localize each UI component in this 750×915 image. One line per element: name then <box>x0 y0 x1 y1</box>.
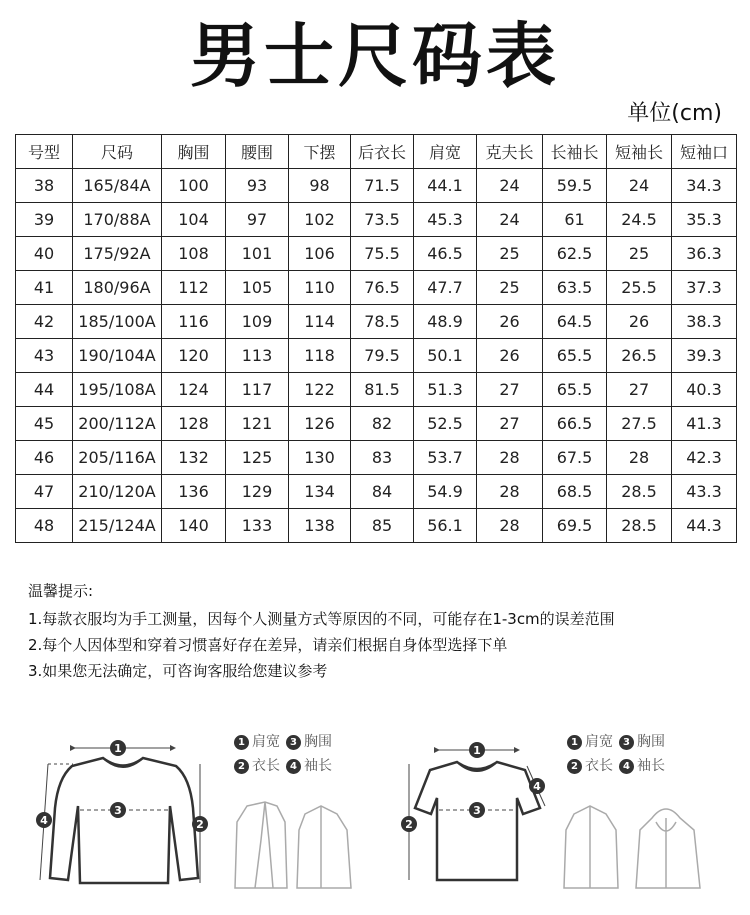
table-cell: 117 <box>226 373 289 407</box>
table-cell: 25 <box>477 271 543 305</box>
column-header: 尺码 <box>73 135 162 169</box>
table-cell: 45 <box>16 407 73 441</box>
table-cell: 118 <box>289 339 351 373</box>
table-cell: 44.3 <box>672 509 737 543</box>
table-cell: 110 <box>289 271 351 305</box>
table-row <box>16 305 737 339</box>
table-cell: 93 <box>226 169 289 203</box>
legend-right <box>567 730 665 778</box>
legend-left <box>234 730 332 778</box>
legend-label: 肩宽 <box>252 734 280 750</box>
table-row <box>16 271 737 305</box>
table-row <box>16 339 737 373</box>
table-cell: 24 <box>607 169 672 203</box>
column-header: 长袖长 <box>543 135 607 169</box>
table-cell: 78.5 <box>351 305 414 339</box>
table-cell: 101 <box>226 237 289 271</box>
legend-num-icon: 1 <box>234 735 249 750</box>
table-cell: 45.3 <box>414 203 477 237</box>
table-row <box>16 373 737 407</box>
table-cell: 64.5 <box>543 305 607 339</box>
table-cell: 54.9 <box>414 475 477 509</box>
table-cell: 170/88A <box>73 203 162 237</box>
table-cell: 63.5 <box>543 271 607 305</box>
column-header: 肩宽 <box>414 135 477 169</box>
table-cell: 134 <box>289 475 351 509</box>
legend-label: 衣长 <box>252 758 280 774</box>
table-cell: 104 <box>162 203 226 237</box>
t-shirt-icon <box>415 762 540 880</box>
table-cell: 81.5 <box>351 373 414 407</box>
table-cell: 34.3 <box>672 169 737 203</box>
table-cell: 39 <box>16 203 73 237</box>
table-cell: 25.5 <box>607 271 672 305</box>
table-cell: 52.5 <box>414 407 477 441</box>
marker-2: 2 <box>196 818 204 831</box>
table-cell: 130 <box>289 441 351 475</box>
legend-label: 衣长 <box>585 758 613 774</box>
table-cell: 128 <box>162 407 226 441</box>
table-cell: 42 <box>16 305 73 339</box>
tip-line: 1.每款衣服均为手工测量，因每个人测量方式等原因的不同，可能存在1-3cm的误差范围 <box>28 610 615 628</box>
size-table <box>15 134 737 543</box>
table-cell: 24 <box>477 203 543 237</box>
table-row <box>16 407 737 441</box>
table-header-row <box>16 135 737 169</box>
column-header: 后衣长 <box>351 135 414 169</box>
legend-label: 袖长 <box>637 758 665 774</box>
table-cell: 61 <box>543 203 607 237</box>
tips-section <box>28 578 615 684</box>
marker-1: 1 <box>114 742 122 755</box>
table-cell: 73.5 <box>351 203 414 237</box>
table-cell: 83 <box>351 441 414 475</box>
legend-label: 胸围 <box>304 734 332 750</box>
table-cell: 25 <box>607 237 672 271</box>
column-header: 短袖口 <box>672 135 737 169</box>
table-cell: 53.7 <box>414 441 477 475</box>
table-cell: 56.1 <box>414 509 477 543</box>
marker-4: 4 <box>40 814 48 827</box>
table-cell: 39.3 <box>672 339 737 373</box>
table-cell: 41.3 <box>672 407 737 441</box>
legend-num-icon: 3 <box>286 735 301 750</box>
table-cell: 67.5 <box>543 441 607 475</box>
table-cell: 44.1 <box>414 169 477 203</box>
table-cell: 47.7 <box>414 271 477 305</box>
table-cell: 120 <box>162 339 226 373</box>
table-cell: 43 <box>16 339 73 373</box>
table-cell: 47 <box>16 475 73 509</box>
shirt-hoodie-sketches-right <box>560 800 710 892</box>
legend-num-icon: 4 <box>286 759 301 774</box>
tip-line: 2.每个人因体型和穿着习惯喜好存在差异，请亲们根据自身体型选择下单 <box>28 636 508 654</box>
legend-label: 肩宽 <box>585 734 613 750</box>
table-cell: 38 <box>16 169 73 203</box>
marker-2: 2 <box>405 818 413 831</box>
marker-3: 3 <box>114 804 122 817</box>
page-title: 男士尺码表 <box>190 15 560 97</box>
column-header: 短袖长 <box>607 135 672 169</box>
column-header: 腰围 <box>226 135 289 169</box>
table-cell: 48 <box>16 509 73 543</box>
table-cell: 210/120A <box>73 475 162 509</box>
shirt-sketch-icon <box>297 806 351 888</box>
table-cell: 25 <box>477 237 543 271</box>
marker-1: 1 <box>473 744 481 757</box>
table-cell: 82 <box>351 407 414 441</box>
legend-num-icon: 2 <box>567 759 582 774</box>
table-cell: 69.5 <box>543 509 607 543</box>
table-cell: 28 <box>477 475 543 509</box>
table-cell: 65.5 <box>543 339 607 373</box>
table-cell: 205/116A <box>73 441 162 475</box>
table-cell: 46 <box>16 441 73 475</box>
table-cell: 59.5 <box>543 169 607 203</box>
table-row <box>16 509 737 543</box>
table-cell: 44 <box>16 373 73 407</box>
table-cell: 102 <box>289 203 351 237</box>
column-header: 克夫长 <box>477 135 543 169</box>
table-cell: 140 <box>162 509 226 543</box>
table-cell: 126 <box>289 407 351 441</box>
table-cell: 76.5 <box>351 271 414 305</box>
table-cell: 122 <box>289 373 351 407</box>
table-cell: 185/100A <box>73 305 162 339</box>
table-cell: 124 <box>162 373 226 407</box>
long-sleeve-diagram <box>28 728 223 898</box>
table-cell: 24 <box>477 169 543 203</box>
table-cell: 108 <box>162 237 226 271</box>
legend-num-icon: 1 <box>567 735 582 750</box>
long-sleeve-shirt-icon <box>50 758 198 883</box>
table-cell: 125 <box>226 441 289 475</box>
table-cell: 28.5 <box>607 475 672 509</box>
table-cell: 40.3 <box>672 373 737 407</box>
table-cell: 116 <box>162 305 226 339</box>
table-row <box>16 441 737 475</box>
table-cell: 50.1 <box>414 339 477 373</box>
table-cell: 26 <box>607 305 672 339</box>
table-row <box>16 169 737 203</box>
table-cell: 84 <box>351 475 414 509</box>
table-cell: 48.9 <box>414 305 477 339</box>
marker-4: 4 <box>533 780 541 793</box>
table-cell: 27 <box>477 407 543 441</box>
column-header: 下摆 <box>289 135 351 169</box>
button-shirt-icon <box>564 806 618 888</box>
table-cell: 51.3 <box>414 373 477 407</box>
table-cell: 113 <box>226 339 289 373</box>
table-cell: 46.5 <box>414 237 477 271</box>
table-cell: 195/108A <box>73 373 162 407</box>
table-cell: 27.5 <box>607 407 672 441</box>
legend-num-icon: 2 <box>234 759 249 774</box>
table-cell: 35.3 <box>672 203 737 237</box>
table-cell: 129 <box>226 475 289 509</box>
tip-line: 3.如果您无法确定，可咨询客服给您建议参考 <box>28 662 328 680</box>
table-cell: 106 <box>289 237 351 271</box>
table-cell: 28 <box>477 509 543 543</box>
table-cell: 105 <box>226 271 289 305</box>
table-cell: 66.5 <box>543 407 607 441</box>
table-cell: 62.5 <box>543 237 607 271</box>
table-cell: 85 <box>351 509 414 543</box>
table-cell: 97 <box>226 203 289 237</box>
table-cell: 112 <box>162 271 226 305</box>
table-cell: 27 <box>607 373 672 407</box>
table-cell: 109 <box>226 305 289 339</box>
table-cell: 132 <box>162 441 226 475</box>
table-cell: 43.3 <box>672 475 737 509</box>
legend-label: 袖长 <box>304 758 332 774</box>
legend-num-icon: 4 <box>619 759 634 774</box>
table-row <box>16 203 737 237</box>
table-cell: 180/96A <box>73 271 162 305</box>
table-cell: 27 <box>477 373 543 407</box>
legend-num-icon: 3 <box>619 735 634 750</box>
table-cell: 65.5 <box>543 373 607 407</box>
table-cell: 175/92A <box>73 237 162 271</box>
table-row <box>16 475 737 509</box>
tips-title: 温馨提示: <box>28 582 94 600</box>
table-cell: 215/124A <box>73 509 162 543</box>
hoodie-icon <box>636 809 700 888</box>
legend-label: 胸围 <box>637 734 665 750</box>
table-cell: 138 <box>289 509 351 543</box>
table-cell: 133 <box>226 509 289 543</box>
table-cell: 165/84A <box>73 169 162 203</box>
table-cell: 190/104A <box>73 339 162 373</box>
table-cell: 42.3 <box>672 441 737 475</box>
table-cell: 75.5 <box>351 237 414 271</box>
table-cell: 121 <box>226 407 289 441</box>
table-cell: 28 <box>477 441 543 475</box>
table-cell: 136 <box>162 475 226 509</box>
table-cell: 26.5 <box>607 339 672 373</box>
table-cell: 114 <box>289 305 351 339</box>
table-cell: 79.5 <box>351 339 414 373</box>
table-cell: 40 <box>16 237 73 271</box>
table-cell: 68.5 <box>543 475 607 509</box>
table-cell: 100 <box>162 169 226 203</box>
jacket-shirt-sketches-left <box>225 800 365 892</box>
marker-3: 3 <box>473 804 481 817</box>
table-cell: 26 <box>477 339 543 373</box>
table-cell: 38.3 <box>672 305 737 339</box>
short-sleeve-diagram <box>395 738 565 893</box>
table-cell: 24.5 <box>607 203 672 237</box>
table-cell: 71.5 <box>351 169 414 203</box>
table-row <box>16 237 737 271</box>
table-cell: 200/112A <box>73 407 162 441</box>
unit-label: 单位(cm) <box>627 101 722 126</box>
table-cell: 41 <box>16 271 73 305</box>
table-cell: 28 <box>607 441 672 475</box>
table-cell: 98 <box>289 169 351 203</box>
table-cell: 26 <box>477 305 543 339</box>
column-header: 号型 <box>16 135 73 169</box>
column-header: 胸围 <box>162 135 226 169</box>
table-cell: 36.3 <box>672 237 737 271</box>
table-cell: 37.3 <box>672 271 737 305</box>
table-cell: 28.5 <box>607 509 672 543</box>
